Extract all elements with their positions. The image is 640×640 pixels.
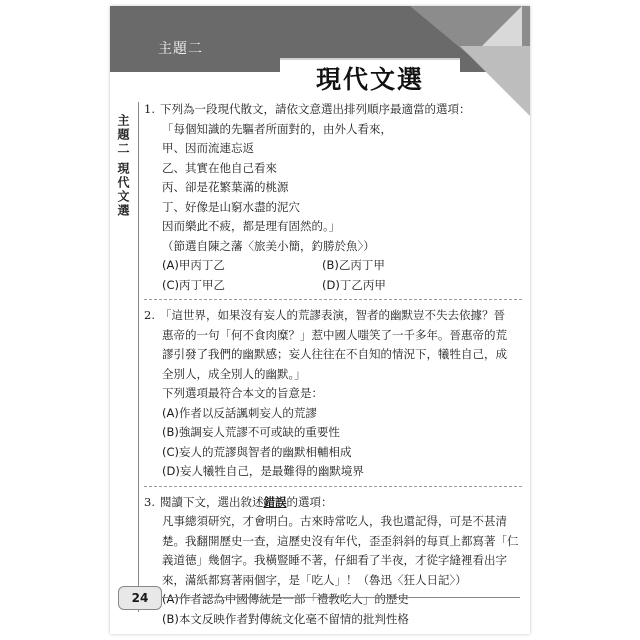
question-stem-line: 謬引發了我們的幽默感；妄人往往在不自知的情況下，犧牲自己，成 xyxy=(162,347,507,361)
question-list xyxy=(144,100,522,629)
option-b[interactable]: (B)強調妄人荒謬不可或缺的重要性 xyxy=(162,425,340,439)
question-1 xyxy=(144,100,522,295)
passage-line: 因而樂此不疲，都是理有固然的。」 xyxy=(162,219,341,233)
question-3 xyxy=(144,493,522,630)
question-number: 3. xyxy=(144,494,155,509)
passage-line: 「每個知識的先驅者所面對的，由外人看來， xyxy=(162,121,392,136)
side-chapter-label: 主題二 現代文選 xyxy=(116,114,130,219)
question-stem-line: 惠帝的一句「何不食肉糜？」惹中國人嗤笑了一千多年。晉惠帝的荒 xyxy=(162,327,507,342)
passage-line: 凡事總須研究，才會明白。古來時常吃人，我也還記得，可是不甚清 xyxy=(162,514,507,528)
chapter-label: 主題二 xyxy=(158,41,203,57)
side-strip xyxy=(110,102,139,612)
answer-options xyxy=(144,256,522,295)
question-number: 1. xyxy=(144,102,155,116)
question-stem: 閱讀下文，選出敘述 xyxy=(160,494,264,509)
option-a[interactable]: (A)甲丙丁乙 xyxy=(162,258,225,272)
question-stem-line: 全別人，成全別人的幽默。」 xyxy=(162,366,306,381)
option-c[interactable]: (C)丙丁甲乙 xyxy=(162,277,226,292)
header-decoration xyxy=(482,6,522,46)
divider xyxy=(144,486,522,487)
question-stem-line: 「這世界，如果沒有妄人的荒謬表演，智者的幽默豈不失去依據？晉 xyxy=(160,308,505,322)
option-c[interactable]: (C)妄人的荒謬與智者的幽默相輔相成 xyxy=(162,444,352,459)
passage-line: 楚。我翻開歷史一查，這歷史沒有年代，歪歪斜斜的每頁上都寫著「仁 xyxy=(162,533,519,548)
option-b[interactable]: (B)乙丙丁甲 xyxy=(322,258,385,272)
divider xyxy=(144,299,522,300)
emphasis-word: 錯誤 xyxy=(263,494,287,509)
option-d[interactable]: (D)妄人犧牲自己，是最難得的幽默境界 xyxy=(162,464,364,478)
title-box xyxy=(280,58,460,96)
page-title: 現代文選 xyxy=(315,65,424,94)
footer-rule xyxy=(160,597,520,598)
passage-line: 乙、其實在他自己看來 xyxy=(162,160,277,175)
question-passage xyxy=(144,120,522,257)
option-d[interactable]: (D)丁乙丙甲 xyxy=(322,277,386,292)
option-a[interactable]: (A)作者認為中國傳統是一部「禮教吃人」的歷史 xyxy=(162,592,409,606)
question-2 xyxy=(144,306,522,482)
passage-source: （節選自陳之藩〈旅美小簡，釣勝於魚〉） xyxy=(162,238,375,253)
question-stem-line: 下列選項最符合本文的旨意是： xyxy=(162,386,323,400)
page-number: 24 xyxy=(118,586,162,610)
option-b[interactable]: (B)本文反映作者對傳統文化毫不留情的批判性格 xyxy=(162,611,409,626)
question-stem: 下列為一段現代散文，請依文意選出排列順序最適當的選項： xyxy=(160,102,471,116)
option-a[interactable]: (A)作者以反話諷刺妄人的荒謬 xyxy=(162,405,317,420)
passage-line: 義道德」幾個字。我橫豎睡不著，仔細看了半夜，才從字縫裡看出字 xyxy=(162,553,507,567)
passage-line: 丁、好像是山窮水盡的泥穴 xyxy=(162,199,300,214)
book-page xyxy=(110,6,530,634)
passage-line: 來，滿紙都寫著兩個字，是「吃人」！（魯迅〈狂人日記〉） xyxy=(162,572,467,587)
question-number: 2. xyxy=(144,308,155,322)
passage-line: 丙、卻是花繁葉滿的桃源 xyxy=(162,180,289,194)
question-stem: 的選項： xyxy=(286,494,333,509)
passage-line: 甲、因而流連忘返 xyxy=(162,141,254,155)
